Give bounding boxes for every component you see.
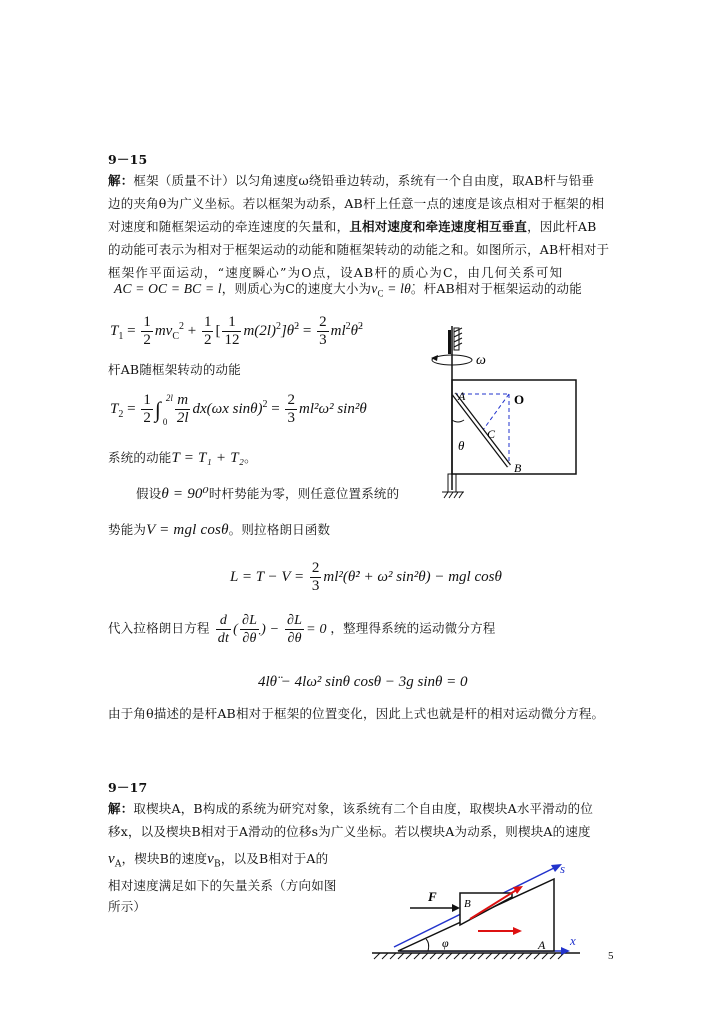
- pe-line-1: 假设θ = 90⁰时杆势能为零，则任意位置系统的: [136, 486, 400, 502]
- equation-t1: $T_1$ = $\frac{1}{2}$ $mv_C^2$ + $\frac{1}{2}$ [ $\frac{1}{12}$ $m(2l)^2]\thetȧ^2$ = $\frac{2}{3}$ $ml^2\thetȧ^2$: [110, 314, 364, 348]
- paragraph-line: 框架作平面运动，“速度瞬心”为O点，设AB杆的质心为C，由几何关系可知: [108, 265, 564, 280]
- label-a: A: [458, 389, 466, 403]
- paragraph-line: $v_A$，楔块B的速度$v_B$，以及B相对于A的: [108, 851, 329, 870]
- section-title-9-17: 9－17: [108, 780, 148, 795]
- paragraph-line: AC = OC = BC = l，则质心为C的速度大小为$v_C$ = lθ̇。杆AB相对于框架运动的动能: [114, 281, 582, 299]
- lagrange-equation-line: 代入拉格朗日方程 $\frac{d}{dt}$ ( $\frac{\partial L}{\partial\thetȧ}$ ) − $\frac{\partial L}{\partial\theta}$ = 0 ，整理得系统的运动微分方程: [108, 613, 496, 646]
- paragraph-line: 所示）: [108, 899, 147, 914]
- label-b: B: [514, 461, 522, 475]
- emphasis-text: 且相对速度和牵连速度相互垂直: [349, 219, 528, 234]
- conclusion-line: 由于角θ描述的是杆AB相对于框架的位置变化，因此上式也就是杆的相对运动微分方程。: [108, 706, 605, 721]
- paragraph-line: 相对速度满足如下的矢量关系（方向如图: [108, 878, 337, 893]
- paragraph-line: 对速度和随框架运动的牵连速度的矢量和，且相对速度和牵连速度相互垂直，因此杆AB: [108, 219, 597, 234]
- solution-label: 解：: [108, 173, 134, 188]
- section-title-9-15: 9－15: [108, 152, 148, 167]
- theta-arc: [452, 420, 464, 422]
- label-b: B: [464, 898, 471, 910]
- relative-velocity-arrowhead: [513, 886, 523, 894]
- page-number: 5: [608, 950, 614, 962]
- total-ke-line: 系统的动能T = T₁ + T₂。: [108, 450, 257, 466]
- label-s: s: [560, 861, 566, 876]
- dashed-oc: [483, 394, 509, 430]
- pe-line-2: 势能为V = mgl cosθ。则拉格朗日函数: [108, 522, 331, 538]
- equation-motion: 4lθ̈ − 4lω² sinθ cosθ − 3g sinθ = 0: [258, 674, 468, 690]
- figure-wedge-system: [370, 855, 590, 967]
- omega-label: ω: [476, 353, 486, 368]
- label-f: F: [428, 889, 437, 904]
- paragraph-line: 解：框架（质量不计）以匀角速度ω绕铅垂边转动，系统有一个自由度，取AB杆与铅垂: [108, 173, 595, 188]
- label-a: A: [538, 938, 546, 952]
- rod-ab: [454, 394, 509, 466]
- paragraph-line: 的动能可表示为相对于框架运动的动能和随框架转动的动能之和。如图所示，AB杆相对于: [108, 242, 610, 257]
- inline-equation: $v_C$ = lθ̇: [371, 281, 411, 299]
- inline-equation: AC = OC = BC = l: [114, 281, 222, 296]
- force-f-arrowhead: [452, 904, 460, 912]
- label-c: C: [487, 427, 496, 441]
- equation-lagrangian: L = T − V = $\frac{2}{3}$ ml²(θ̇² + ω² sin²θ) − mgl cosθ: [230, 560, 502, 594]
- top-support: [448, 328, 462, 354]
- paragraph-line: 边的夹角θ为广义坐标。若以框架为动系，AB杆上任意一点的速度是该点相对于框架的相: [108, 196, 605, 211]
- label-theta: θ: [458, 438, 465, 453]
- ground-hatch: [374, 953, 564, 959]
- paragraph-line: 移x，以及楔块B相对于A滑动的位移s为广义坐标。若以楔块A为动系，则楔块A的速度: [108, 824, 591, 839]
- bottom-support: [442, 474, 464, 498]
- equation-t2: $T_2$ = $\frac{1}{2}$ ∫ 2l 0 $\frac{m}{2l}$ dx(ωx sinθ)$^2$ = $\frac{2}{3}$ ml²ω² sin²θ: [110, 392, 367, 427]
- label-phi: φ: [442, 936, 449, 950]
- figure-rotating-frame: [410, 320, 590, 510]
- label-o: O: [514, 392, 525, 407]
- x-axis-arrowhead: [561, 947, 570, 955]
- solution-label: 解：: [108, 801, 134, 816]
- paragraph-line: 解：取楔块A，B构成的系统为研究对象，该系统有二个自由度，取楔块A水平滑动的位: [108, 801, 594, 816]
- label-follow-ke: 杆AB随框架转动的动能: [108, 362, 241, 377]
- label-x: x: [570, 933, 576, 948]
